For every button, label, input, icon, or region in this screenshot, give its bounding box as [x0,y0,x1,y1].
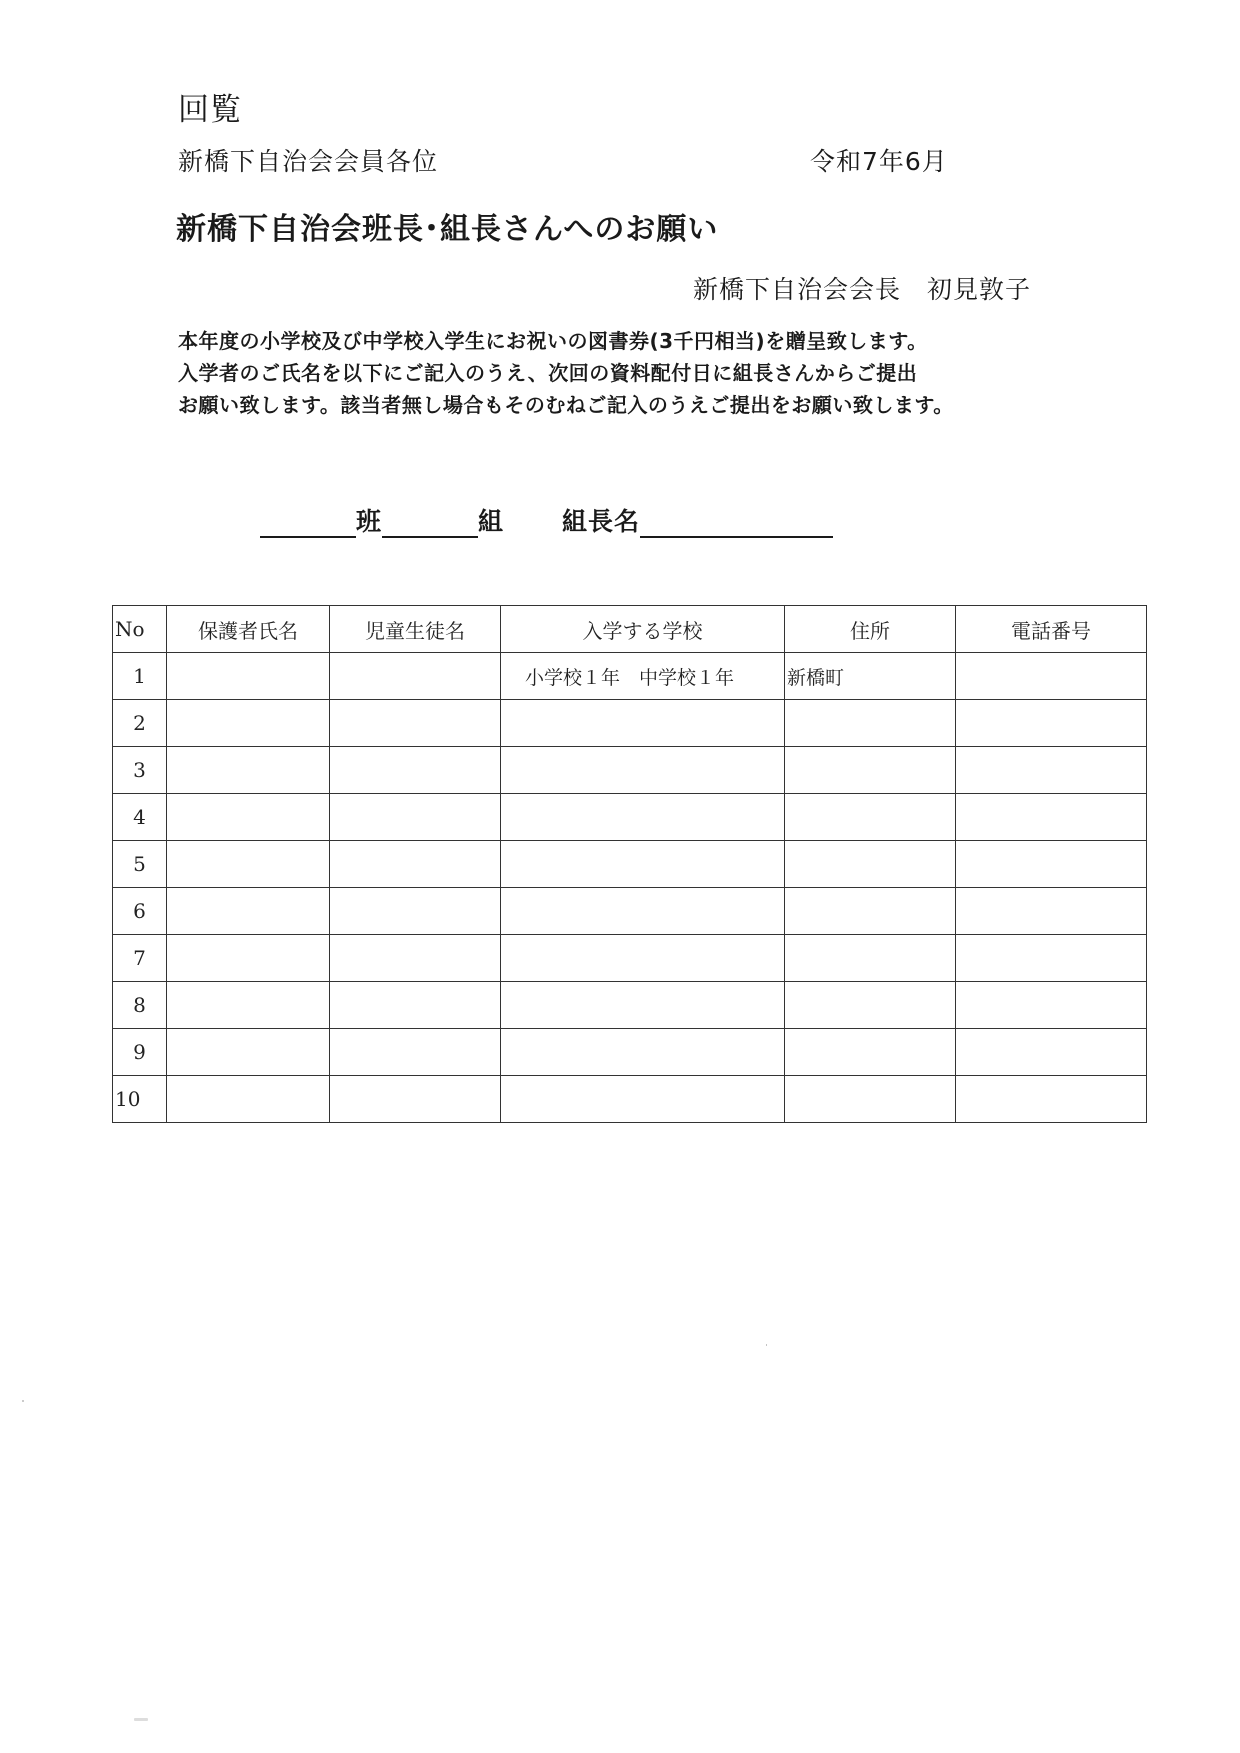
school-cell[interactable] [501,888,785,935]
address-cell[interactable] [785,700,956,747]
phone-cell[interactable] [956,1029,1147,1076]
body-line-1: 本年度の小学校及び中学校入学生にお祝いの図書券(3千円相当)を贈呈致します。 [178,329,928,353]
row-number: 5 [113,841,167,888]
leader-name-label: 組長名 [562,507,641,536]
table-row [113,1076,1147,1123]
header-no: No [113,606,167,653]
guardian-name-cell[interactable] [167,653,330,700]
header-address: 住所 [785,606,956,653]
student-name-cell[interactable] [330,1076,501,1123]
student-name-cell[interactable] [330,841,501,888]
row-number: 1 [113,653,167,700]
phone-cell[interactable] [956,747,1147,794]
table-header-row [113,606,1147,653]
header-student-name: 児童生徒名 [330,606,501,653]
table-row [113,794,1147,841]
document-title: 新橋下自治会班長･組長さんへのお願い [176,212,719,247]
guardian-name-cell[interactable] [167,1029,330,1076]
table-row [113,747,1147,794]
address-cell[interactable] [785,794,956,841]
row-number: 7 [113,935,167,982]
phone-cell[interactable] [956,794,1147,841]
han-label: 班 [356,507,383,536]
guardian-name-cell[interactable] [167,747,330,794]
circulation-label: 回覧 [178,92,242,128]
student-name-cell[interactable] [330,935,501,982]
student-name-cell[interactable] [330,700,501,747]
phone-cell[interactable] [956,935,1147,982]
row-number: 9 [113,1029,167,1076]
address-cell[interactable] [785,888,956,935]
student-name-cell[interactable] [330,747,501,794]
row-number: 2 [113,700,167,747]
header-school: 入学する学校 [501,606,785,653]
entrant-table [112,605,1147,1123]
scan-speck [134,1718,148,1721]
school-cell[interactable] [501,700,785,747]
address-cell[interactable] [785,1076,956,1123]
phone-cell[interactable] [956,841,1147,888]
addressee: 新橋下自治会会員各位 [178,147,439,176]
address-cell[interactable] [785,982,956,1029]
guardian-name-cell[interactable] [167,982,330,1029]
guardian-name-cell[interactable] [167,1076,330,1123]
student-name-cell[interactable] [330,794,501,841]
table-row [113,700,1147,747]
school-cell[interactable] [501,794,785,841]
guardian-name-cell[interactable] [167,794,330,841]
table-row [113,935,1147,982]
header-phone: 電話番号 [956,606,1147,653]
phone-cell[interactable] [956,1076,1147,1123]
kumi-label: 組 [478,507,505,536]
table-row [113,653,1147,700]
row-number: 10 [113,1076,167,1123]
school-cell[interactable] [501,747,785,794]
scan-speck [766,1344,767,1346]
phone-cell[interactable] [956,888,1147,935]
guardian-name-cell[interactable] [167,935,330,982]
table-row [113,982,1147,1029]
school-cell[interactable]: 小学校１年 中学校１年 [501,653,785,700]
student-name-cell[interactable] [330,982,501,1029]
guardian-name-cell[interactable] [167,841,330,888]
row-number: 6 [113,888,167,935]
school-cell[interactable] [501,935,785,982]
school-cell[interactable] [501,982,785,1029]
table-row [113,888,1147,935]
group-info-line [260,502,833,538]
phone-cell[interactable] [956,653,1147,700]
address-cell[interactable] [785,747,956,794]
table-row [113,841,1147,888]
student-name-cell[interactable] [330,888,501,935]
student-name-cell[interactable] [330,1029,501,1076]
school-cell[interactable] [501,1076,785,1123]
header-guardian-name: 保護者氏名 [167,606,330,653]
student-name-cell[interactable] [330,653,501,700]
school-cell[interactable] [501,1029,785,1076]
address-cell[interactable] [785,841,956,888]
phone-cell[interactable] [956,700,1147,747]
han-blank[interactable] [260,510,356,538]
issue-date: 令和7年6月 [810,147,948,176]
scan-speck [22,1400,24,1402]
guardian-name-cell[interactable] [167,700,330,747]
school-cell[interactable] [501,841,785,888]
address-cell[interactable]: 新橋町 [785,653,956,700]
address-cell[interactable] [785,1029,956,1076]
row-number: 3 [113,747,167,794]
guardian-name-cell[interactable] [167,888,330,935]
body-line-2: 入学者のご氏名を以下にご記入のうえ、次回の資料配付日に組長さんからご提出 [178,361,918,385]
sender: 新橋下自治会会長 初見敦子 [693,275,1032,304]
phone-cell[interactable] [956,982,1147,1029]
row-number: 4 [113,794,167,841]
leader-name-blank[interactable] [640,510,833,538]
table-row [113,1029,1147,1076]
body-line-3: お願い致します。該当者無し場合もそのむねご記入のうえご提出をお願い致します。 [178,393,954,417]
row-number: 8 [113,982,167,1029]
address-cell[interactable] [785,935,956,982]
kumi-blank[interactable] [382,510,478,538]
